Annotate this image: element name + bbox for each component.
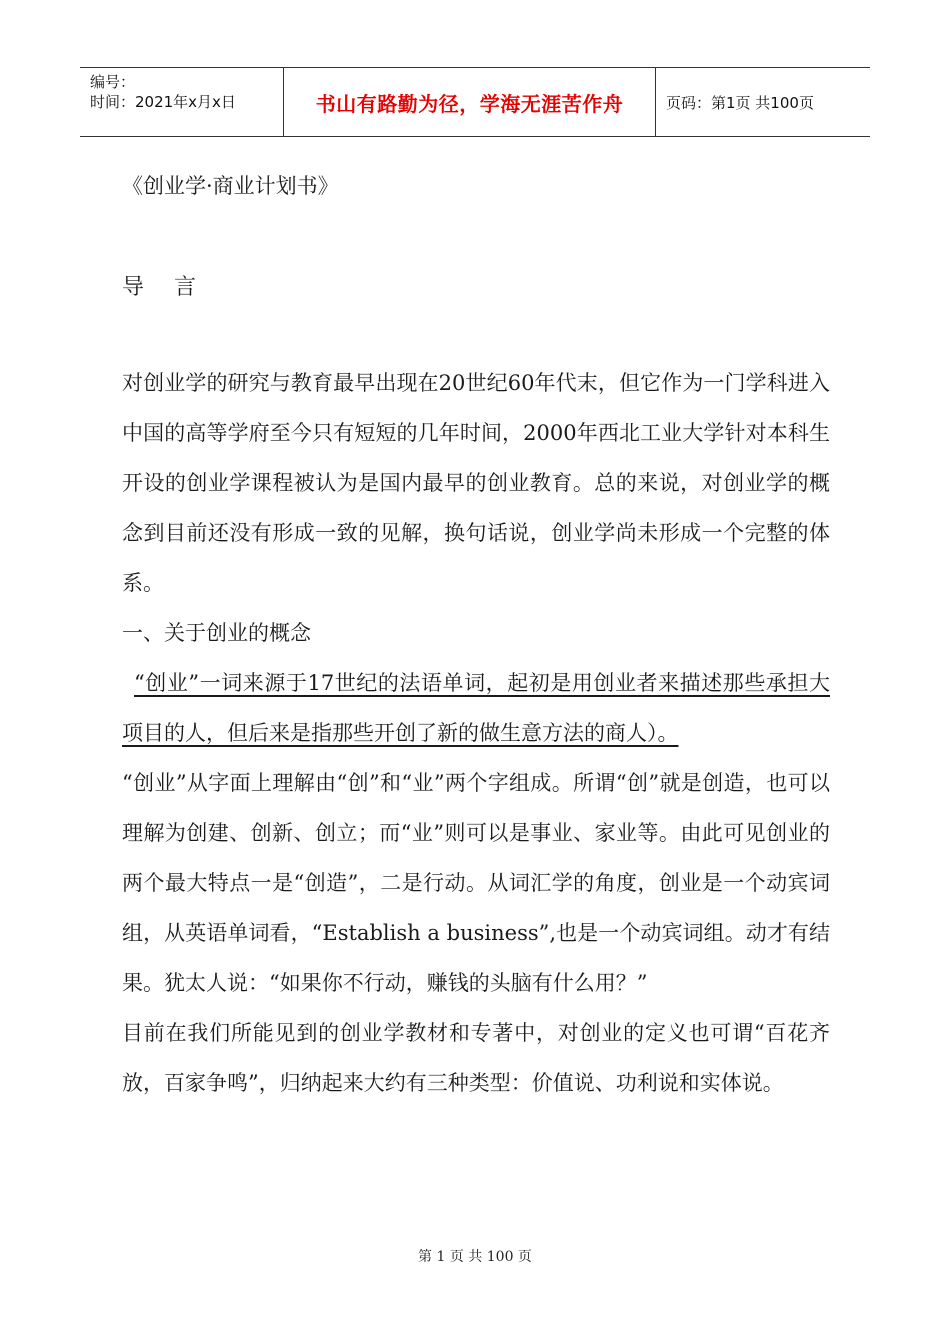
section-heading: 导言 <box>122 275 227 300</box>
paragraph-meaning: “创业”从字面上理解由“创”和“业”两个字组成。所谓“创”就是创造，也可以理解为创建、创新、创立；而“业”则可以是事业、家业等。由此可见创业的两个最大特点一是“创造”，二是行动。从词汇学的角度，创业是一个动宾词组，从英语单词看，“Establish a business”,也是一个动宾词组。动才有结果。犹太人说：“如果你不行动，赚钱的头脑有什么用？” <box>122 771 830 995</box>
paragraph-definitions: 目前在我们所能见到的创业学教材和专著中，对创业的定义也可谓“百花齐放，百家争鸣”，归纳起来大约有三种类型：价值说、功利说和实体说。 <box>122 1021 830 1095</box>
header-motto-cell <box>283 68 656 136</box>
document-title: 《创业学·商业计划书》 <box>122 174 339 198</box>
paragraph-origin: “创业”一词来源于17世纪的法语单词，起初是用创业者来描述那些承担大项目的人，但后来是指那些开创了新的做生意方法的商人）。 <box>122 671 830 745</box>
paragraph-intro: 对创业学的研究与教育最早出现在20世纪60年代末，但它作为一门学科进入中国的高等学府至今只有短短的几年时间，2000年西北工业大学针对本科生开设的创业学课程被认为是国内最早的创业教育。总的来说，对创业学的概念到目前还没有形成一致的见解，换句话说，创业学尚未形成一个完整的体系。 <box>122 371 830 595</box>
header-page-info: 页码：第1页 共100页 <box>666 93 814 112</box>
header-motto: 书山有路勤为径，学海无涯苦作舟 <box>315 91 624 116</box>
header-meta <box>80 68 283 136</box>
page-footer: 第 1 页 共 100 页 <box>418 1249 532 1265</box>
number-label: 编号： <box>90 73 136 91</box>
subheading-concept: 一、关于创业的概念 <box>122 621 311 645</box>
document-body <box>122 358 830 1108</box>
header-table <box>80 67 870 137</box>
time-label: 时间：2021年x月x日 <box>90 93 236 111</box>
